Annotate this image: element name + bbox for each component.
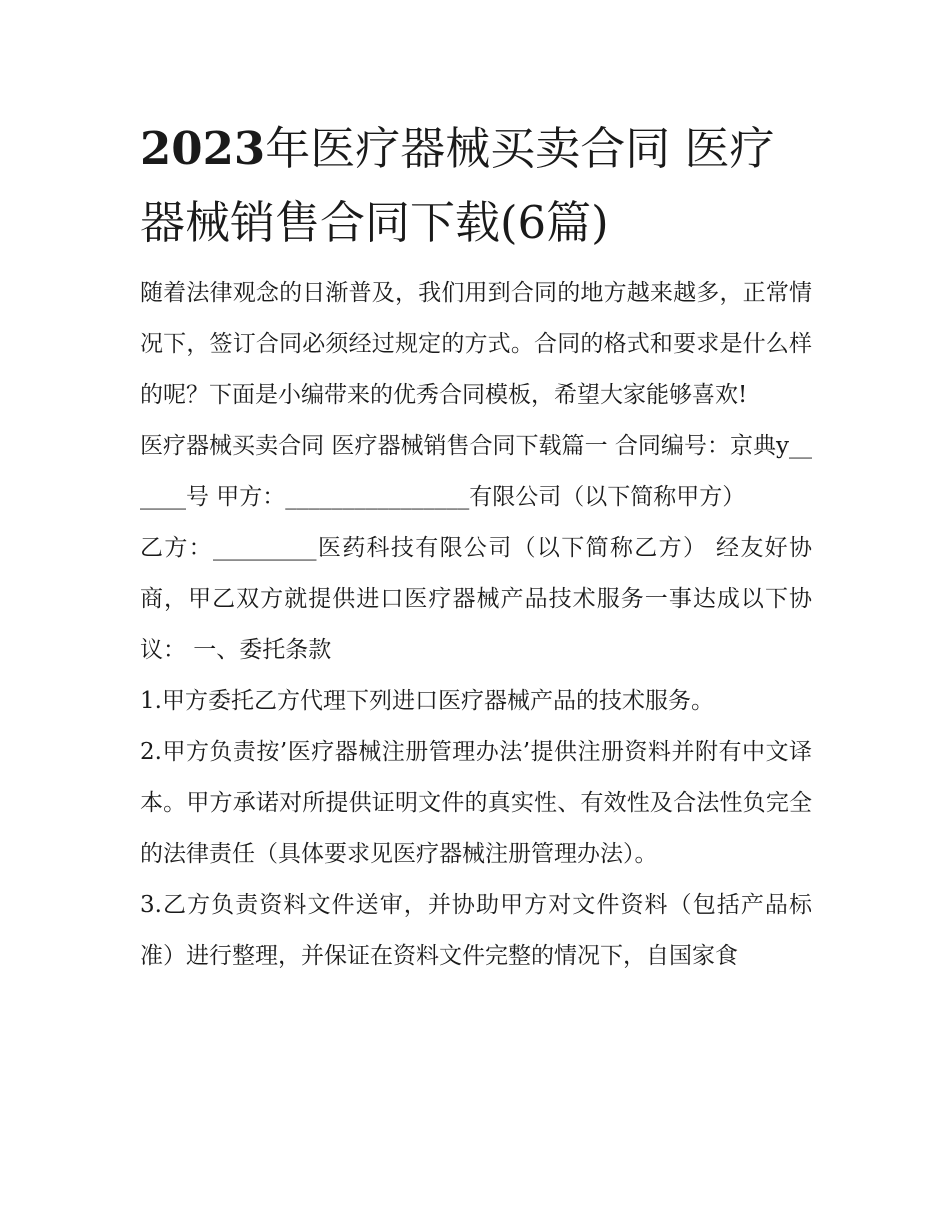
contract-header-paragraph: 医疗器械买卖合同 医疗器械销售合同下载篇一 合同编号：京典y______号 甲方：________________有限公司（以下简称甲方） [140,433,812,510]
clause-2-paragraph: 2.甲方负责按’医疗器械注册管理办法’提供注册资料并附有中文译本。甲方承诺对所提供证明文件的真实性、有效性及合法性负完全的法律责任（具体要求见医疗器械注册管理办法）。 [140,739,812,867]
clause-3-paragraph: 3.乙方负责资料文件送审，并协助甲方对文件资料（包括产品标准）进行整理，并保证在资料文件完整的情况下，自国家食 [140,892,812,969]
clause-1-paragraph: 1.甲方委托乙方代理下列进口医疗器械产品的技术服务。 [140,688,714,714]
party-b-paragraph: 乙方：_________医药科技有限公司（以下简称乙方） 经友好协商，甲乙双方就提供进口医疗器械产品技术服务一事达成以下协议： 一、委托条款 [140,535,812,663]
title-year: 2023 [140,122,266,175]
document-title: 2023年医疗器械买卖合同 医疗器械销售合同下载(6篇) [140,122,775,249]
intro-paragraph: 随着法律观念的日渐普及，我们用到合同的地方越来越多，正常情况下，签订合同必须经过规定的方式。合同的格式和要求是什么样的呢？下面是小编带来的优秀合同模板，希望大家能够喜欢! [140,280,812,408]
document-page [140,112,812,982]
